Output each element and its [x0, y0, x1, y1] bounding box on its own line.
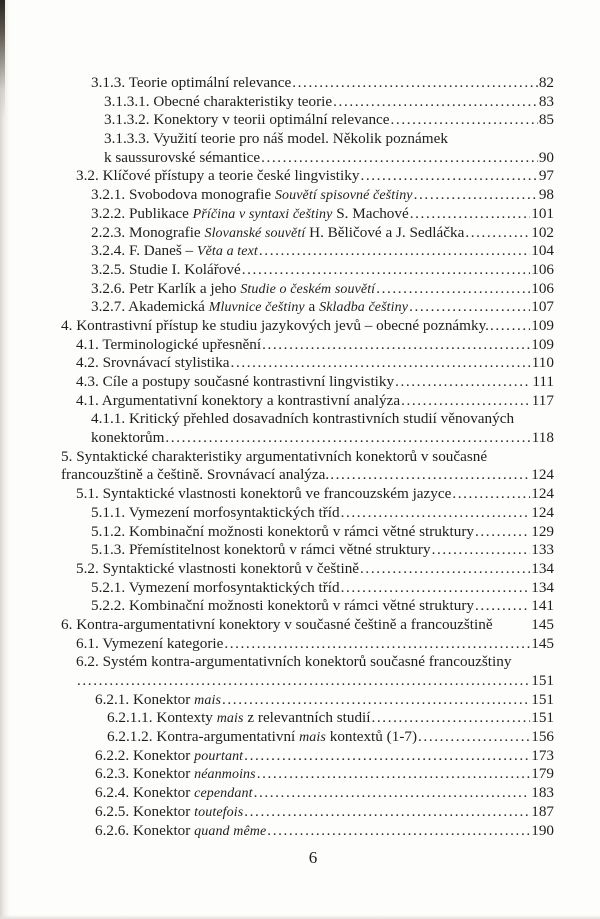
toc-entry-page: 141 — [531, 597, 554, 615]
toc-entry-number: 4.3. — [76, 373, 99, 390]
toc-entry-label — [76, 354, 230, 373]
toc-entry-page: 133 — [531, 541, 554, 559]
toc-entry — [61, 111, 554, 130]
toc-entry-page: 98 — [538, 186, 554, 204]
toc-entry-page: 83 — [538, 92, 554, 110]
toc-entry-number: 5.2.2. — [91, 597, 126, 615]
table-of-contents — [61, 74, 554, 840]
toc-entry — [61, 728, 554, 747]
toc-entry-title: Syntaktické vlastnosti konektorů v češtině — [102, 559, 360, 577]
toc-entry — [61, 784, 554, 803]
toc-entry-page: 179 — [531, 765, 554, 783]
toc-entry-label — [76, 485, 451, 504]
toc-entry-title: Vymezení morfosyntaktických tříd — [128, 578, 340, 596]
toc-entry — [61, 429, 554, 448]
toc-entry-work-title: Příčina v syntaxi češtiny — [192, 206, 333, 222]
toc-entry-number: 3.2. — [76, 167, 99, 185]
toc-entry — [61, 635, 554, 654]
toc-entry-number: 6.2.1. — [95, 690, 130, 708]
toc-entry — [61, 822, 554, 841]
dot-leader — [261, 149, 538, 168]
toc-entry-title: konektorům — [91, 429, 165, 447]
toc-entry-work-title: néanmoins — [194, 767, 256, 783]
toc-entry-number: 6.2.5. — [95, 802, 130, 820]
toc-entry-page: 134 — [531, 559, 554, 577]
dot-leader — [330, 466, 530, 485]
toc-entry — [61, 653, 554, 672]
toc-entry-label — [91, 504, 340, 523]
toc-entry-page: 145 — [531, 615, 554, 633]
toc-entry-label — [91, 523, 474, 542]
toc-entry-label — [61, 317, 489, 336]
toc-entry-label — [61, 616, 493, 635]
toc-entry-number: 5. — [61, 447, 73, 465]
toc-entry-page: 107 — [531, 298, 554, 316]
toc-entry — [61, 354, 554, 373]
toc-entry — [61, 597, 554, 616]
toc-entry-number: 3.1.3.3. — [104, 130, 150, 148]
toc-entry-title: Kombinační možnosti konektorů v rámci větné struktury — [128, 522, 474, 540]
toc-entry — [61, 392, 554, 411]
dot-leader — [222, 691, 530, 710]
toc-entry — [61, 541, 554, 560]
toc-entry — [61, 167, 554, 186]
toc-entry-page: 111 — [532, 373, 554, 390]
toc-entry-label — [95, 822, 266, 842]
toc-entry-page: 173 — [531, 746, 554, 764]
page-number: 6 — [308, 848, 318, 867]
toc-entry-page: 102 — [531, 223, 554, 241]
toc-entry-page: 124 — [531, 503, 554, 521]
toc-entry-number: 3.1.3.1. — [104, 92, 150, 110]
toc-entry — [61, 504, 554, 523]
toc-entry-page: 85 — [538, 111, 554, 129]
dot-leader — [475, 597, 530, 616]
toc-entry-page: 151 — [531, 709, 554, 727]
toc-entry-title: Publikace — [128, 204, 193, 222]
toc-entry-title: Srovnávací stylistika — [102, 354, 230, 372]
toc-entry-work-title: Věta a text — [196, 244, 258, 260]
toc-entry-label — [91, 242, 258, 262]
toc-entry — [61, 691, 554, 710]
dot-leader — [409, 298, 530, 317]
toc-entry — [61, 242, 554, 261]
toc-entry-number: 5.1.3. — [91, 541, 126, 559]
toc-entry-label — [95, 691, 221, 711]
toc-entry-page: 106 — [531, 260, 554, 278]
toc-entry-label — [61, 448, 487, 467]
toc-entry-label — [76, 653, 511, 672]
dot-leader — [259, 242, 530, 261]
toc-entry — [61, 280, 554, 299]
dot-leader — [410, 205, 530, 224]
toc-entry-label — [91, 410, 514, 429]
toc-entry-number: 6.2.6. — [95, 821, 130, 839]
dot-leader — [376, 280, 530, 299]
toc-entry-title: Konektor — [132, 784, 195, 802]
toc-entry-title: S. Machové — [332, 204, 409, 222]
toc-entry-number: 3.1.3. — [91, 74, 126, 91]
toc-entry-title: Systém kontra-argumentativních konektorů současné francouzštiny — [102, 653, 512, 671]
toc-entry-number: 5.1.2. — [91, 522, 126, 540]
toc-entry-work-title: Skladba češtiny — [319, 300, 409, 316]
toc-entry-number: 4.1. — [76, 335, 99, 353]
toc-entry-label — [91, 541, 431, 560]
toc-entry-title: Terminologické upřesnění — [102, 335, 262, 353]
toc-entry-label — [91, 205, 409, 225]
toc-entry-number: 4.2. — [76, 354, 99, 372]
toc-entry — [61, 485, 554, 504]
dot-leader — [224, 635, 530, 654]
toc-entry-page: 151 — [531, 690, 554, 708]
toc-entry — [61, 186, 554, 205]
toc-entry — [61, 74, 554, 93]
toc-entry-title: Akademická — [128, 298, 209, 316]
toc-entry-title: Argumentativní konektory a kontrastivní analýza — [101, 391, 401, 409]
toc-entry-title: Konektor — [132, 690, 195, 708]
toc-entry-title: Kontrastivní přístup ke studiu jazykových jevů – obecné poznámky. — [76, 316, 489, 334]
toc-entry-title: Cíle a postupy současné kontrastivní lingvistiky — [102, 373, 395, 390]
dot-leader — [418, 728, 530, 747]
toc-entry-label — [76, 336, 261, 355]
dot-leader — [262, 336, 530, 355]
page-binding-shadow — [0, 0, 10, 919]
toc-entry-title: Teorie optimální relevance — [128, 74, 292, 91]
toc-entry-label — [91, 429, 164, 448]
toc-entry-number: 5.1.1. — [91, 503, 126, 521]
toc-entry-work-title: Slovanské souvětí — [204, 225, 306, 241]
toc-entry-page: 109 — [531, 316, 554, 334]
dot-leader — [254, 784, 531, 803]
toc-entry-page: 124 — [531, 485, 554, 503]
toc-entry-page: 129 — [531, 522, 554, 540]
toc-entry-title: Konektor — [132, 821, 195, 839]
toc-entry-label — [91, 74, 291, 93]
toc-entry — [61, 448, 554, 467]
toc-entry-label — [76, 167, 359, 186]
toc-entry-label — [95, 765, 256, 785]
toc-entry-title: k saussurovské sémantice — [104, 148, 261, 166]
toc-entry-title: Klíčové přístupy a teorie české lingvistiky — [102, 167, 360, 185]
toc-entry-title: Kontra-argumentativní konektory v současné češtině a francouzštině — [76, 615, 493, 633]
toc-entry-page: 109 — [531, 335, 554, 353]
toc-entry — [61, 616, 554, 635]
dot-leader — [465, 224, 530, 243]
toc-entry-title: Obecné charakteristiky teorie — [153, 92, 333, 110]
toc-entry-number: 6.2. — [76, 653, 99, 671]
toc-entry-label — [95, 803, 243, 823]
toc-entry-page: 106 — [531, 279, 554, 297]
toc-entry-title: Monografie — [128, 223, 205, 241]
dot-leader — [401, 392, 531, 411]
toc-entry-title: Kontexty — [156, 709, 217, 727]
toc-entry-title: Vymezení kategorie — [102, 634, 224, 652]
toc-entry-label — [91, 280, 375, 300]
toc-entry — [61, 149, 554, 168]
dot-leader — [257, 765, 531, 784]
toc-entry-page: 118 — [531, 429, 554, 447]
toc-entry — [61, 523, 554, 542]
toc-entry-number: 4.1. — [76, 391, 99, 409]
toc-entry — [61, 93, 554, 112]
toc-entry-page: 187 — [531, 802, 554, 820]
toc-entry-number: 3.2.7. — [91, 298, 126, 316]
toc-entry-title: Vymezení morfosyntaktických tříd — [128, 503, 340, 521]
toc-entry-number: 6.2.3. — [95, 765, 130, 783]
dot-leader — [452, 485, 530, 504]
toc-entry — [61, 803, 554, 822]
toc-entry-label — [95, 747, 243, 767]
dot-leader — [490, 317, 530, 336]
toc-entry — [61, 261, 554, 280]
toc-entry-label — [91, 224, 464, 244]
toc-entry-label — [76, 560, 359, 579]
toc-entry-number: 2.2.3. — [91, 223, 126, 241]
toc-entry-page: 97 — [538, 167, 554, 185]
toc-entry-work-title: cependant — [194, 786, 253, 802]
toc-entry-label — [91, 579, 340, 598]
toc-entry-label — [107, 728, 417, 748]
toc-entry-work-title: pourtant — [194, 748, 244, 764]
toc-entry-title: Syntaktické charakteristiky argumentativních konektorů v současné — [76, 447, 488, 465]
toc-entry-title: Kombinační možnosti konektorů v rámci větné struktury — [128, 597, 474, 615]
toc-entry-label — [91, 298, 408, 318]
toc-entry-page: 190 — [531, 821, 554, 839]
toc-entry-work-title: mais — [216, 711, 244, 727]
toc-entry — [61, 560, 554, 579]
toc-entry-number: 5.1. — [76, 485, 99, 503]
dot-leader — [244, 803, 530, 822]
toc-entry — [61, 765, 554, 784]
toc-entry-label — [61, 466, 329, 485]
toc-entry-number: 6.2.4. — [95, 784, 130, 802]
toc-entry-number: 3.2.5. — [91, 260, 126, 278]
toc-entry-title: Přemístitelnost konektorů v rámci větné struktury — [128, 541, 431, 559]
toc-entry — [61, 709, 554, 728]
dot-leader — [372, 709, 531, 728]
dot-leader — [165, 429, 530, 448]
dot-leader — [333, 93, 538, 112]
toc-entry-label — [95, 784, 253, 804]
toc-entry-label — [104, 93, 332, 112]
toc-entry-label — [76, 392, 400, 411]
toc-entry — [61, 579, 554, 598]
dot-leader — [432, 541, 531, 560]
toc-entry-work-title: Mluvnice češtiny — [208, 300, 305, 316]
toc-entry-label — [107, 709, 371, 729]
toc-entry-page: 117 — [531, 391, 554, 409]
toc-entry — [61, 410, 554, 429]
dot-leader — [475, 523, 530, 542]
toc-entry-number: 6.2.2. — [95, 746, 130, 764]
page-bottom-edge — [0, 915, 600, 919]
toc-entry-number: 4. — [61, 316, 73, 334]
toc-entry — [61, 747, 554, 766]
toc-entry-work-title: Studie o českém souvětí — [240, 281, 376, 297]
toc-entry-work-title: quand même — [194, 823, 267, 839]
toc-entry-title: Syntaktické vlastnosti konektorů ve francouzském jazyce — [102, 485, 452, 503]
toc-entry-page: 90 — [538, 148, 554, 166]
toc-entry-label — [104, 149, 260, 168]
toc-entry-title: Studie I. Kolářové — [128, 260, 241, 278]
toc-entry-page: 183 — [531, 784, 554, 802]
toc-entry-page: 124 — [531, 466, 554, 484]
toc-entry-number: 3.2.2. — [91, 204, 126, 222]
toc-entry-title: Využití teorie pro náš model. Několik poznámek — [153, 130, 448, 148]
toc-entry-number: 3.2.4. — [91, 242, 126, 260]
toc-entry — [61, 373, 554, 392]
toc-entry-label — [91, 597, 474, 616]
toc-entry-number: 3.1.3.2. — [104, 111, 150, 129]
toc-entry-number: 3.2.1. — [91, 186, 126, 204]
dot-leader — [267, 822, 530, 841]
toc-entry-title: Konektor — [132, 746, 195, 764]
toc-entry — [61, 130, 554, 149]
page-binding-shadow-top — [0, 0, 5, 120]
toc-entry-label — [76, 635, 223, 654]
dot-leader — [341, 504, 531, 523]
toc-entry-title: Svobodova monografie — [128, 186, 275, 204]
dot-leader — [395, 373, 531, 392]
toc-entry-label — [91, 186, 413, 206]
dot-leader — [292, 74, 538, 93]
toc-entry-title: Konektor — [132, 765, 195, 783]
toc-entry — [61, 336, 554, 355]
toc-entry — [61, 298, 554, 317]
toc-entry — [61, 317, 554, 336]
toc-entry-title: Konektor — [132, 802, 195, 820]
dot-leader — [231, 354, 531, 373]
dot-leader — [341, 579, 531, 598]
toc-entry-number: 4.1.1. — [91, 410, 126, 428]
toc-entry-title: Kontra-argumentativní — [156, 728, 300, 746]
toc-entry — [61, 224, 554, 243]
toc-entry-number: 5.2.1. — [91, 578, 126, 596]
toc-entry — [61, 205, 554, 224]
toc-entry — [61, 466, 554, 485]
toc-entry-number: 6. — [61, 615, 73, 633]
toc-entry-label — [76, 373, 394, 392]
toc-entry-title: F. Daneš – — [128, 242, 197, 260]
toc-entry-number: 5.2. — [76, 559, 99, 577]
dot-leader — [414, 186, 538, 205]
toc-entry-work-title: Souvětí spisovné češtiny — [274, 188, 413, 204]
toc-entry-title: Konektory v teorii optimální relevance — [153, 111, 390, 129]
toc-entry-work-title: toutefois — [194, 804, 244, 820]
toc-entry-title: H. Běličové a J. Sedláčka — [305, 223, 465, 241]
toc-entry-number: 6.2.1.1. — [107, 709, 153, 727]
toc-entry-work-title: mais — [194, 692, 221, 708]
dot-leader — [360, 167, 537, 186]
dot-leader — [391, 111, 538, 130]
toc-entry-title: Petr Karlík a jeho — [128, 279, 241, 297]
toc-entry-page: 151 — [531, 672, 554, 689]
toc-entry-page: 145 — [531, 634, 554, 652]
toc-entry-number: 6.2.1.2. — [107, 728, 153, 746]
toc-entry-page: 101 — [531, 204, 554, 222]
dot-leader — [77, 672, 530, 691]
toc-entry-page: 110 — [531, 354, 554, 372]
toc-entry-number: 6.1. — [76, 634, 99, 652]
toc-entry-work-title: mais — [299, 730, 326, 746]
toc-entry-title: francouzštině a češtině. Srovnávací analýza. — [61, 466, 330, 484]
toc-entry-title: z relevantních studií — [243, 709, 371, 727]
toc-entry-title: a — [304, 298, 320, 316]
dot-leader — [360, 560, 530, 579]
toc-entry-page: 82 — [538, 74, 554, 91]
toc-entry-label — [91, 261, 241, 280]
toc-entry-label — [104, 130, 448, 149]
toc-entry-title: Kritický přehled dosavadních kontrastivních studií věnovaných — [128, 410, 515, 428]
toc-entry-label — [104, 111, 390, 130]
toc-entry — [61, 672, 554, 691]
dot-leader — [244, 747, 530, 766]
toc-entry-page: 104 — [531, 242, 554, 260]
toc-entry-page: 134 — [531, 578, 554, 596]
dot-leader — [242, 261, 530, 280]
toc-entry-title: kontextů (1-7) — [325, 728, 418, 746]
toc-entry-number: 3.2.6. — [91, 279, 126, 297]
toc-entry-page: 156 — [531, 728, 554, 746]
